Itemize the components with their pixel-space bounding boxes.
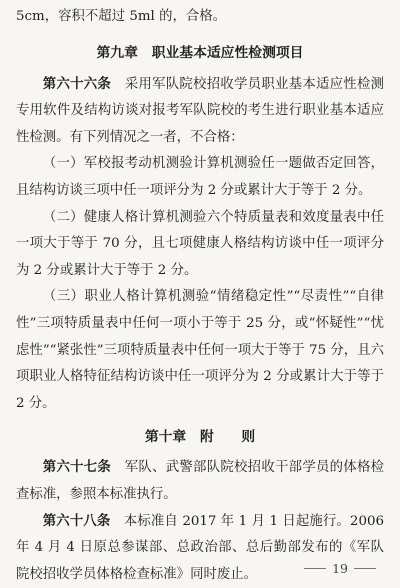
article-68-number: 第六十八条 <box>43 514 111 529</box>
article-66-text: 采用军队院校招收学员职业基本适应性检测专用软件及结构访谈对报考军队院校的考生进行职业基本适应性检测。有下列情况之一者，不合格： <box>16 77 384 145</box>
article-66-item-1: （一）军校报考动机测验计算机测验任一题做否定回答，且结构访谈三项中任一项评分为 2 分或累计大于等于 2 分。 <box>16 151 384 204</box>
article-66 <box>16 72 384 152</box>
footer-dash-left <box>304 568 326 569</box>
continuation-line: 5cm，容积不超过 5ml 的，合格。 <box>16 4 384 31</box>
article-66-item-3: （三）职业人格计算机测验“情绪稳定性”“尽责性”“自律性”三项特质量表中任何一项小于等于 25 分，或“怀疑性”“忧虑性”“紧张性”三项特质量表中任何一项大于等于 75 分，且六项职业人格特征结构访谈中任一项评分为 2 分或累计大于等于 2 分。 <box>16 284 384 417</box>
article-68-text: 本标准自 2017 年 1 月 1 日起施行。2006 年 4 月 4 日原总参谋部、总政治部、总后勤部发布的《军队院校招收学员体格检查标准》同时废止。 <box>16 514 384 582</box>
page-number: 19 <box>332 561 348 576</box>
article-66-number: 第六十六条 <box>43 77 111 92</box>
article-67-text: 军队、武警部队院校招收干部学员的体格检查标准，参照本标准执行。 <box>16 460 384 502</box>
chapter-10-heading: 第十章 附 则 <box>16 424 384 450</box>
chapter-9-heading: 第九章 职业基本适应性检测项目 <box>16 40 384 66</box>
article-67-number: 第六十七条 <box>43 460 111 475</box>
footer-dash-right <box>354 568 376 569</box>
article-68 <box>16 509 384 588</box>
page-footer <box>298 561 382 576</box>
article-67 <box>16 455 384 508</box>
article-66-item-2: （二）健康人格计算机测验六个特质量表和效度量表中任一项大于等于 70 分，且七项健康人格结构访谈中任一项评分为 2 分或累计大于等于 2 分。 <box>16 205 384 285</box>
